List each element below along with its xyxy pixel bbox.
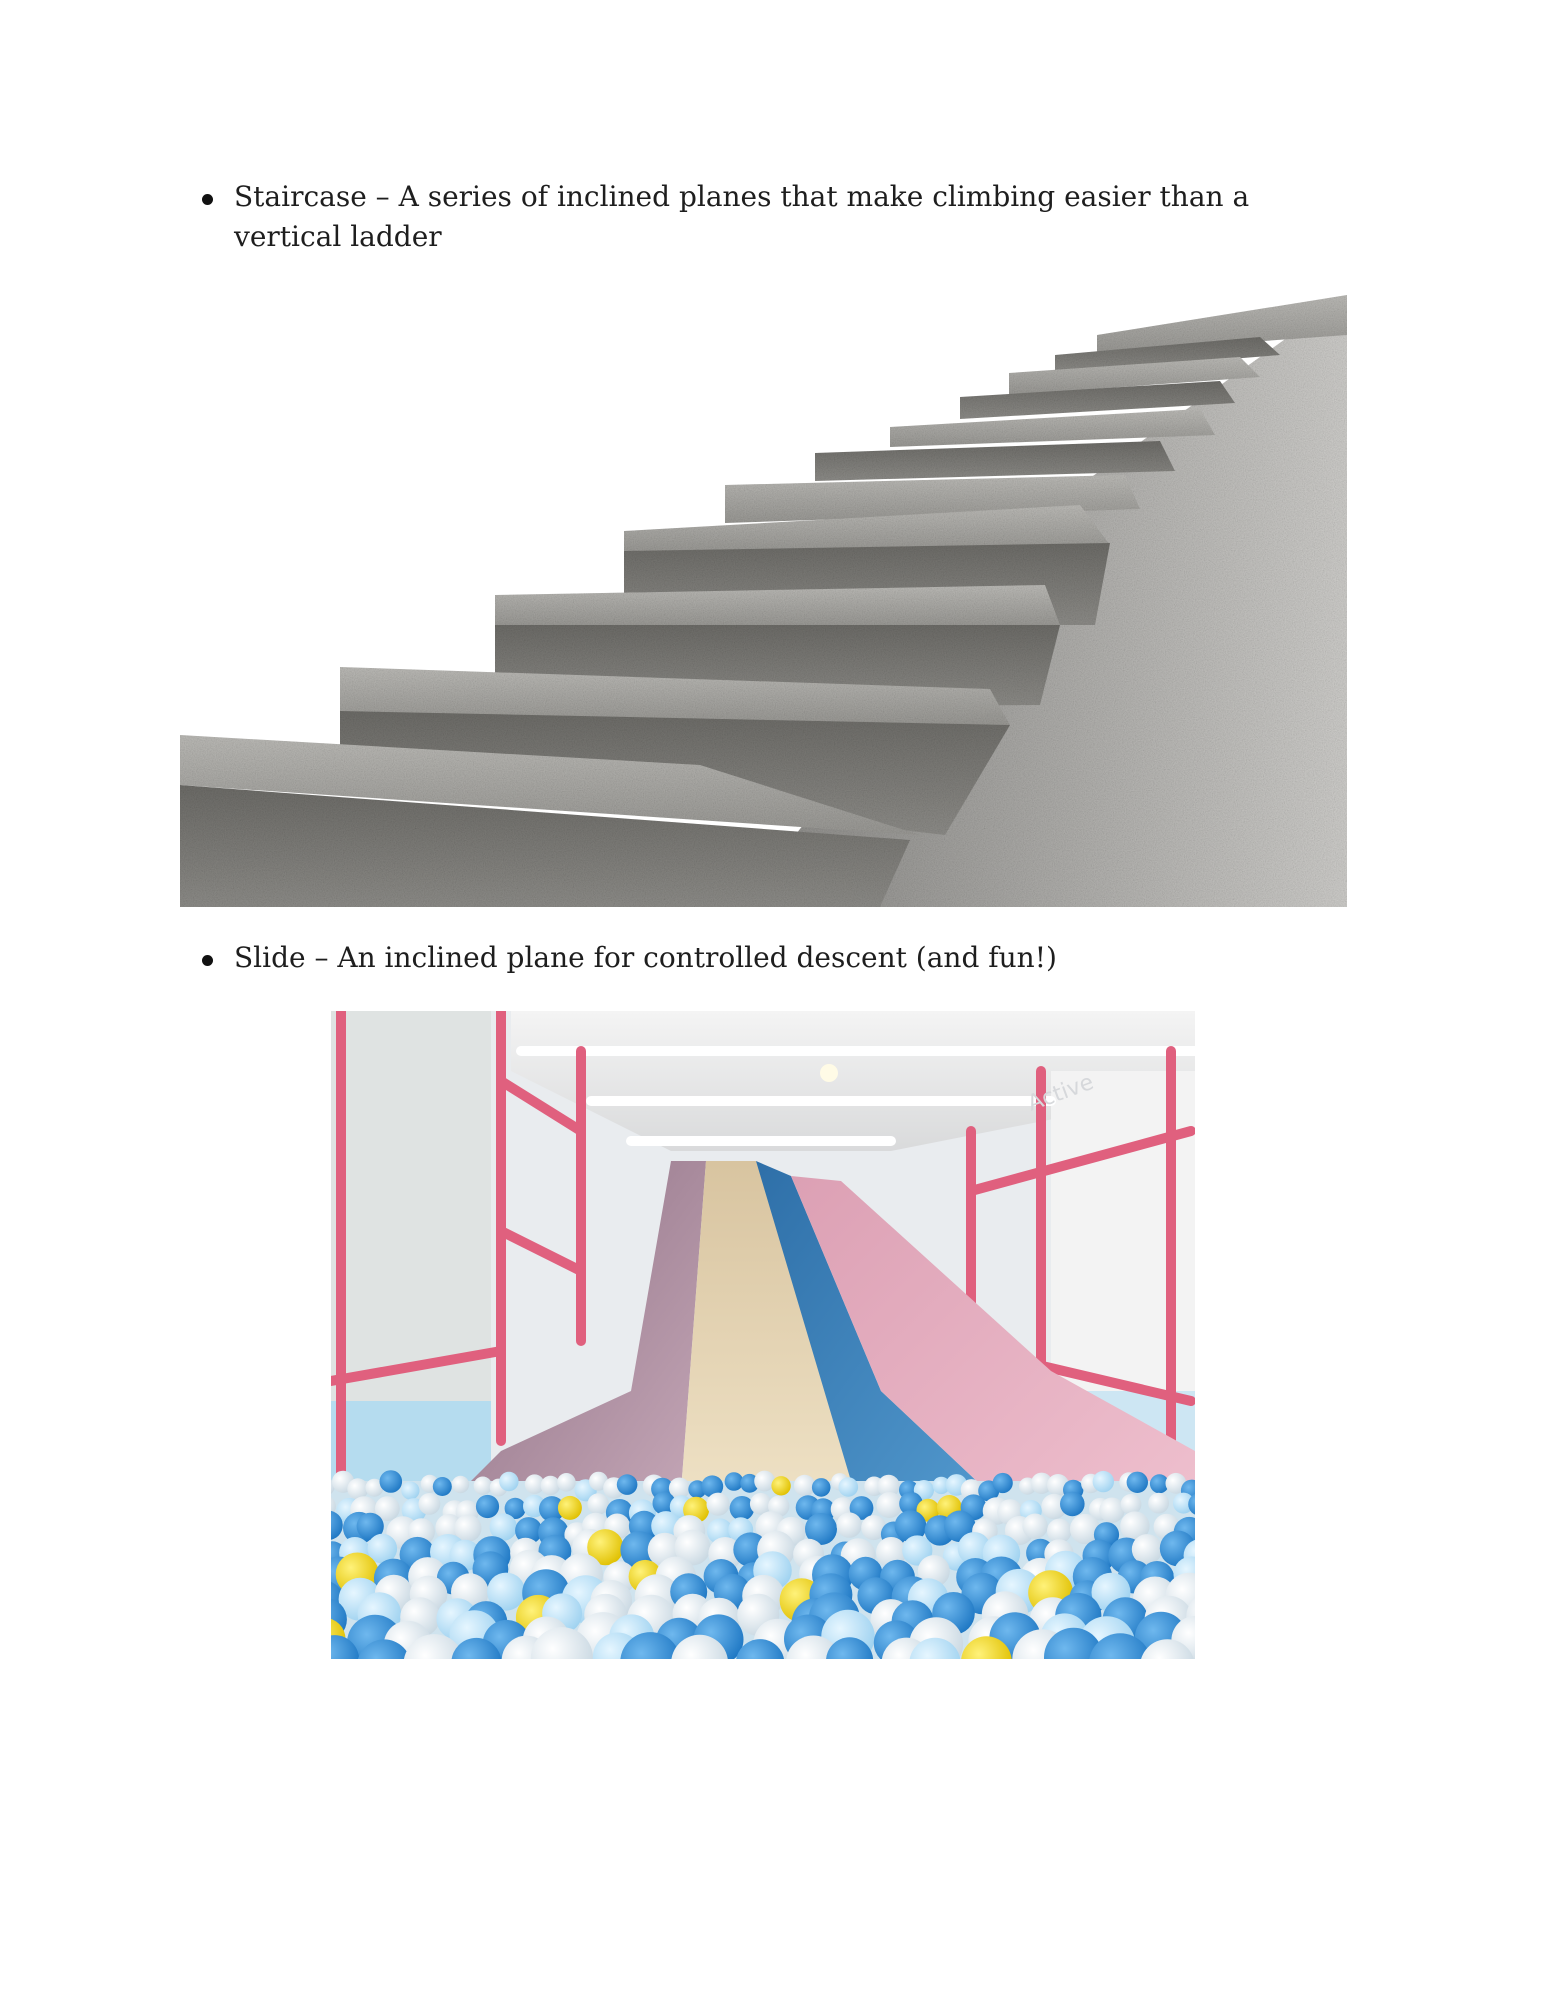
ball <box>588 1493 609 1514</box>
ball <box>771 1476 790 1495</box>
ball <box>1099 1498 1124 1523</box>
ball <box>476 1495 499 1518</box>
bullet-icon <box>202 194 213 205</box>
ball <box>499 1472 518 1491</box>
ball <box>617 1474 638 1495</box>
slide-text: Slide – An inclined plane for controlled descent (and fun!) <box>234 941 1057 974</box>
ball <box>1148 1493 1169 1514</box>
ball <box>419 1493 441 1515</box>
ball <box>707 1493 730 1516</box>
staircase-text: Staircase – A series of inclined planes that make climbing easier than a vertical ladder <box>234 180 1250 253</box>
ball <box>1127 1472 1148 1493</box>
ball <box>401 1482 419 1500</box>
ball <box>1022 1514 1047 1539</box>
ball <box>558 1496 582 1520</box>
slide-photo <box>331 1011 1195 1659</box>
ball <box>812 1478 831 1497</box>
ball <box>452 1476 469 1493</box>
ball <box>730 1496 755 1521</box>
ball <box>837 1512 862 1537</box>
ball <box>794 1475 815 1496</box>
ball <box>1121 1494 1142 1515</box>
ball <box>541 1476 561 1496</box>
ball <box>1132 1534 1162 1564</box>
ball <box>557 1473 576 1492</box>
staircase-photo <box>180 295 1347 907</box>
ball <box>1060 1492 1085 1517</box>
watermark-text: Active <box>1024 1069 1098 1117</box>
ball <box>876 1492 902 1518</box>
ball <box>474 1477 492 1495</box>
ball <box>380 1470 403 1493</box>
bullet-icon <box>202 955 213 966</box>
ball <box>433 1477 452 1496</box>
list-item-slide <box>202 938 1332 978</box>
ball <box>993 1473 1013 1493</box>
list-item-staircase <box>202 177 1332 257</box>
ball <box>1093 1471 1114 1492</box>
ball <box>839 1477 859 1497</box>
ball <box>347 1478 368 1499</box>
